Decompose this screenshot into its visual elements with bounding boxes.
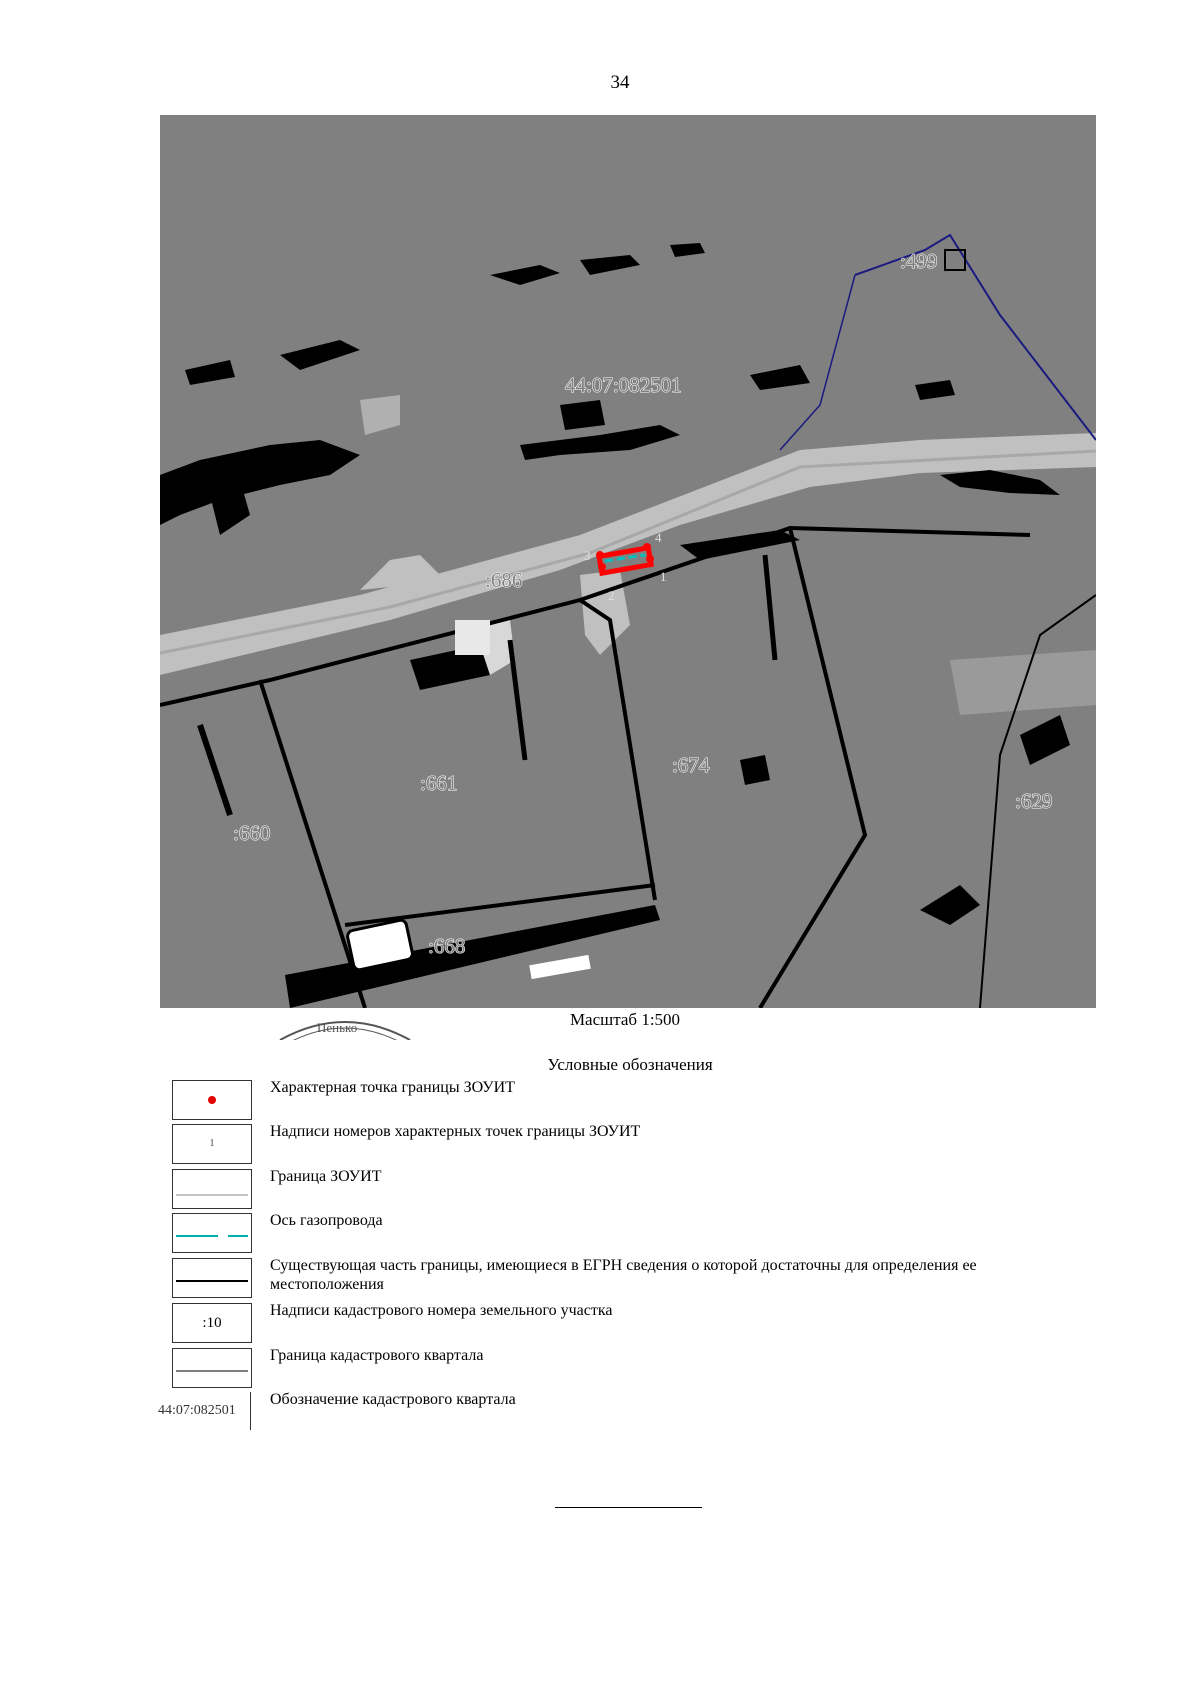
parcel-label: :686 — [485, 568, 523, 592]
parcel-label: :674 — [672, 753, 710, 777]
legend-text: Граница кадастрового квартала — [270, 1347, 484, 1364]
parcel-label: :661 — [420, 771, 458, 795]
legend-text: Существующая часть границы, имеющиеся в ЕГРН сведения о которой достаточны для определения ее местоположения — [270, 1257, 977, 1293]
parcel-label: :660 — [233, 821, 271, 845]
zone-border-icon — [172, 1169, 252, 1209]
legend-sample: :10 — [202, 1315, 222, 1331]
light-patch — [580, 570, 630, 655]
dark-vegetation — [1020, 715, 1070, 765]
legend-sample: 1 — [209, 1138, 215, 1149]
legend-text: Надписи кадастрового номера земельного участка — [270, 1302, 613, 1319]
dark-vegetation — [280, 340, 360, 370]
parcel-boundary — [760, 528, 865, 1008]
map-canvas — [160, 115, 1096, 1008]
parcel-boundary — [510, 640, 525, 760]
point-number: 2 — [608, 588, 615, 603]
legend-text: Надписи номеров характерных точек границы ЗОУИТ — [270, 1123, 641, 1140]
page-number: 34 — [610, 72, 630, 93]
quarter-border — [855, 235, 1096, 440]
dark-vegetation — [920, 885, 980, 925]
legend-text: Ось газопровода — [270, 1212, 383, 1229]
dark-vegetation — [940, 470, 1060, 495]
light-patch — [950, 650, 1096, 715]
light-patch — [360, 395, 400, 435]
quarter-label: 44:07:082501 — [565, 373, 682, 397]
legend-text: Обозначение кадастрового квартала — [270, 1391, 516, 1408]
parcel-boundary — [580, 600, 655, 900]
parcel-boundary — [200, 725, 230, 815]
zouit-point — [598, 563, 606, 571]
pipeline-axis-icon — [172, 1213, 252, 1253]
zouit-point — [596, 551, 604, 559]
dark-vegetation — [750, 365, 810, 390]
building — [529, 955, 591, 979]
parcel-boundary — [260, 680, 365, 1008]
parcel-boundary — [765, 555, 775, 660]
map-scale: Масштаб 1:500 — [569, 1010, 681, 1029]
dark-vegetation — [490, 265, 560, 285]
parcel-label: :629 — [1015, 789, 1053, 813]
quarter-label-icon: 44:07:082501 — [158, 1392, 251, 1430]
quarter-border-icon — [172, 1348, 252, 1388]
dark-vegetation — [185, 360, 235, 385]
quarter-border — [780, 275, 855, 450]
dark-vegetation — [160, 440, 360, 525]
point-number-icon — [172, 1124, 252, 1164]
building — [455, 620, 490, 655]
dark-vegetation — [915, 380, 955, 400]
dark-vegetation — [670, 243, 705, 257]
footnote-divider — [555, 1507, 702, 1508]
dark-vegetation — [580, 255, 640, 275]
point-number: 4 — [655, 530, 662, 545]
legend-text: Характерная точка границы ЗОУИТ — [270, 1079, 515, 1096]
point-number: 3 — [584, 548, 591, 563]
cadastral-map[interactable] — [160, 115, 1096, 1008]
dark-vegetation — [560, 400, 605, 430]
parcel-number-icon — [172, 1303, 252, 1343]
existing-border-icon — [172, 1258, 252, 1298]
point-number: 1 — [660, 569, 667, 584]
dark-vegetation — [520, 425, 680, 460]
parcel-label: :668 — [428, 934, 466, 958]
dark-vegetation — [740, 755, 770, 785]
parcel-label: :499 — [900, 249, 938, 273]
stamp-text: Пенько — [317, 1020, 358, 1035]
dark-strip — [285, 905, 660, 1008]
legend-text: Граница ЗОУИТ — [270, 1168, 382, 1185]
red-dot-icon — [172, 1080, 252, 1120]
legend-title: Условные обозначения — [547, 1055, 713, 1074]
zouit-point — [646, 555, 654, 563]
zouit-point — [643, 543, 651, 551]
